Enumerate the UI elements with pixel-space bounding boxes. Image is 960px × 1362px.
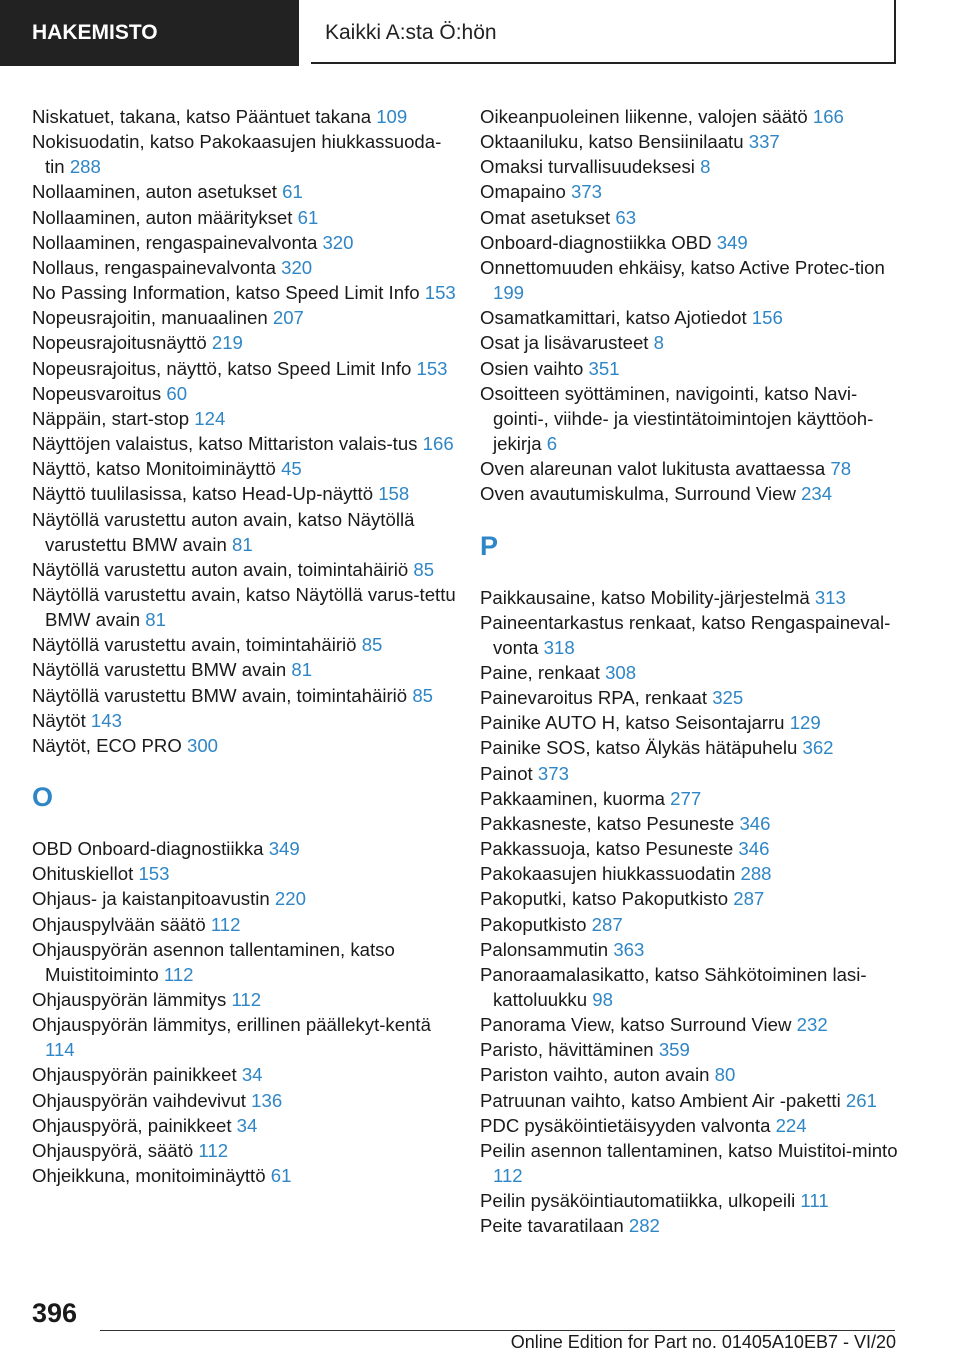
index-entry — [32, 1088, 457, 1113]
page-link[interactable]: 81 — [145, 609, 166, 631]
index-entry-text: Näytöllä varustettu auton avain, toimintahäiriö — [32, 558, 409, 580]
index-entry-text: Osien vaihto — [480, 357, 584, 379]
index-entry — [480, 685, 910, 710]
index-entry-text: Ohjaus- ja kaistanpitoavustin — [32, 888, 270, 910]
page-link[interactable]: 158 — [378, 483, 410, 505]
index-entry-text: Nokisuodatin, katso Pakokaasujen hiukkassuoda-tin — [32, 131, 442, 178]
index-entry — [480, 861, 910, 886]
index-entry — [32, 582, 457, 632]
index-entry — [32, 205, 457, 230]
index-entry — [32, 632, 457, 657]
page-link[interactable]: 112 — [198, 1139, 229, 1161]
page-link[interactable]: 287 — [591, 913, 623, 935]
index-column-right — [480, 104, 910, 1239]
index-entry — [32, 1062, 457, 1087]
index-entry — [480, 305, 910, 330]
index-entry — [480, 1113, 910, 1138]
index-entry — [480, 205, 910, 230]
footer-edition: Online Edition for Part no. 01405A10EB7 - VI/20 — [510, 1332, 896, 1352]
index-entry-text: Näytöllä varustettu avain, katso Näytöllä varus-tettu BMW avain — [32, 583, 456, 631]
page-link[interactable]: 153 — [424, 282, 456, 304]
page-link[interactable]: 234 — [801, 483, 833, 505]
index-entry-text: Näytöt, ECO PRO — [32, 734, 182, 756]
index-entry-text: Palonsammutin — [480, 938, 609, 960]
index-entry — [32, 280, 457, 305]
index-entry-text: Pakkasneste, katso Pesuneste — [480, 812, 735, 834]
index-entry-text: Nollaaminen, auton määritykset — [32, 206, 293, 228]
index-entry — [480, 356, 910, 381]
index-entry — [480, 811, 910, 836]
index-entry — [32, 733, 457, 758]
index-entry-text: Oven avautumiskulma, Surround View — [480, 483, 796, 505]
index-entry-text: Peilin asennon tallentaminen, katso Muistitoi-minto — [480, 1139, 898, 1161]
page-link[interactable]: 80 — [714, 1064, 736, 1086]
index-entry-text: Paineentarkastus renkaat, katso Rengaspaineval-vonta — [480, 611, 891, 658]
index-entry-text: Pakkassuoja, katso Pesuneste — [480, 838, 734, 860]
section-letter: P — [480, 530, 499, 561]
index-entry — [480, 129, 910, 154]
page-link[interactable]: 359 — [658, 1039, 690, 1061]
index-entry-text: Paine, renkaat — [480, 661, 600, 683]
section-letter: O — [32, 782, 54, 813]
page-link[interactable]: 282 — [628, 1215, 660, 1237]
index-entry — [32, 406, 457, 431]
page-link[interactable]: 373 — [570, 181, 602, 203]
index-entry — [32, 129, 457, 179]
index-entry-text: Ohjauspyörä, painikkeet — [32, 1114, 232, 1136]
index-entry — [32, 912, 457, 937]
page-number: 396 — [32, 1298, 78, 1328]
page-link[interactable]: 313 — [814, 586, 846, 608]
index-entry — [32, 836, 457, 861]
index-entry-text: Nopeusrajoitin, manuaalinen — [32, 307, 268, 329]
index-entry — [32, 1012, 457, 1062]
page-link[interactable]: 81 — [232, 533, 253, 555]
index-entry — [32, 381, 457, 406]
index-entry — [480, 1037, 910, 1062]
page-link[interactable]: 318 — [543, 636, 575, 658]
index-entry-text: Panorama View, katso Surround View — [480, 1014, 792, 1036]
index-entry — [480, 1213, 910, 1238]
page-link[interactable]: 6 — [546, 433, 558, 455]
index-entry — [480, 786, 910, 811]
index-entry-text: Pakoputkisto — [480, 913, 587, 935]
page-link[interactable]: 45 — [281, 458, 302, 480]
page-link[interactable]: 61 — [282, 181, 303, 203]
page-link[interactable]: 34 — [241, 1064, 263, 1086]
index-entry — [480, 1012, 910, 1037]
footer-divider — [100, 1330, 895, 1331]
page-link[interactable]: 61 — [297, 206, 319, 228]
page-link[interactable]: 153 — [138, 863, 170, 885]
index-entry-text: Näppäin, start-stop — [32, 407, 190, 429]
page-link[interactable]: 325 — [712, 687, 744, 709]
page-link[interactable]: 111 — [800, 1190, 829, 1212]
page-link[interactable]: 349 — [268, 838, 300, 860]
index-entry-text: Näytöllä varustettu BMW avain, toimintahäiriö — [32, 684, 408, 706]
index-entry-text: Näytöllä varustettu auton avain, katso Näytöllä varustettu BMW avain — [32, 508, 415, 555]
index-entry-text: Näyttöjen valaistus, katso Mittariston valais-tus — [32, 433, 418, 455]
index-entry — [480, 481, 910, 506]
index-entry — [32, 330, 457, 355]
index-entry-text: Painike AUTO H, katso Seisontajarru — [480, 712, 785, 734]
index-entry-text: Nopeusrajoitus, näyttö, katso Speed Limit Info — [32, 357, 412, 379]
index-entry-text: Ohjauspyörän lämmitys, erillinen päällekyt-kentä — [32, 1014, 431, 1036]
index-entry — [480, 1188, 910, 1213]
page-link[interactable]: 61 — [270, 1165, 292, 1187]
page-link[interactable]: 114 — [45, 1039, 75, 1061]
index-entry — [32, 557, 457, 582]
index-entry-text: Näytöllä varustettu BMW avain — [32, 659, 287, 681]
index-entry-text: Näyttö, katso Monitoiminäyttö — [32, 458, 276, 480]
index-entry — [32, 937, 457, 987]
index-entry — [32, 356, 457, 381]
index-entry-text: No Passing Information, katso Speed Limit Info — [32, 282, 420, 304]
page-link[interactable]: 288 — [69, 156, 101, 178]
page-link[interactable]: 166 — [812, 106, 844, 127]
index-entry — [32, 305, 457, 330]
page-link[interactable]: 337 — [748, 131, 780, 153]
index-entry — [32, 230, 457, 255]
page-link[interactable]: 320 — [281, 256, 313, 278]
index-entry-text: Nopeusvaroitus — [32, 382, 162, 404]
index-column-left — [32, 104, 457, 1188]
index-entry — [480, 1088, 910, 1113]
page-link[interactable]: 224 — [775, 1114, 807, 1136]
page-link[interactable]: 112 — [163, 963, 194, 985]
page-link[interactable]: 219 — [211, 332, 243, 354]
index-entry — [32, 507, 457, 557]
index-entry-text: Oikeanpuoleinen liikenne, valojen säätö — [480, 106, 808, 127]
page-link[interactable]: 112 — [231, 989, 262, 1010]
page-link[interactable]: 362 — [802, 737, 834, 759]
index-entry-text: Ohjauspyörän painikkeet — [32, 1064, 237, 1086]
index-entry-text: Ohjauspyörä, säätö — [32, 1139, 194, 1161]
page-link[interactable]: 199 — [493, 282, 525, 304]
index-entry — [480, 836, 910, 861]
index-entry — [480, 104, 910, 129]
page-link[interactable]: 85 — [361, 634, 383, 656]
page-link[interactable]: 112 — [493, 1165, 523, 1187]
index-entry-text: Peite tavaratilaan — [480, 1215, 624, 1237]
page-link[interactable]: 124 — [194, 407, 226, 429]
index-entry — [32, 1138, 457, 1163]
index-entry-text: Peilin pysäköintiautomatiikka, ulkopeili — [480, 1190, 796, 1212]
page-link[interactable]: 346 — [738, 838, 770, 860]
index-entry-text: Osoitteen syöttäminen, navigointi, katso Navi-gointi-, viihde- ja viestintätoimintojen käyttöoh-jekirja — [480, 382, 874, 455]
index-entry — [32, 255, 457, 280]
page-link[interactable]: 277 — [670, 787, 702, 809]
index-entry — [32, 708, 457, 733]
index-entry-text: Osat ja lisävarusteet — [480, 332, 649, 354]
index-entry-text: Näyttö tuulilasissa, katso Head-Up-näyttö — [32, 483, 374, 505]
section-tab[interactable]: HAKEMISTO — [0, 0, 299, 66]
index-entry-text: Osamatkamittari, katso Ajotiedot — [480, 307, 747, 329]
index-entry-text: Paristo, hävittäminen — [480, 1039, 654, 1061]
index-entry — [480, 761, 910, 786]
index-entry — [480, 710, 910, 735]
index-entry — [480, 154, 910, 179]
index-entry-text: Pakoputki, katso Pakoputkisto — [480, 888, 729, 910]
index-entry — [32, 987, 457, 1012]
page-link[interactable]: 220 — [274, 888, 306, 910]
index-entry — [32, 861, 457, 886]
index-entry — [32, 104, 457, 129]
page-link[interactable]: 373 — [537, 762, 569, 784]
page-link[interactable]: 112 — [210, 913, 241, 935]
index-entry-text: Omapaino — [480, 181, 566, 203]
index-entry-text: Painevaroitus RPA, renkaat — [480, 687, 708, 709]
index-entry — [32, 1113, 457, 1138]
index-entry — [480, 179, 910, 204]
page-link[interactable]: 346 — [739, 812, 771, 834]
page-link[interactable]: 109 — [376, 106, 408, 127]
index-entry — [32, 683, 457, 708]
page-link[interactable]: 136 — [251, 1089, 283, 1111]
index-entry — [480, 610, 910, 660]
page-link[interactable]: 85 — [412, 684, 433, 706]
index-entry-text: Ohjeikkuna, monitoiminäyttö — [32, 1165, 266, 1187]
page-link[interactable]: 143 — [90, 709, 122, 731]
index-entry — [480, 962, 910, 1012]
index-entry — [32, 481, 457, 506]
index-entry-text: Oven alareunan valot lukitusta avattaessa — [480, 458, 826, 480]
index-entry-text: Ohjauspyörän lämmitys — [32, 989, 227, 1010]
index-entry-text: Ohjauspyörän asennon tallentaminen, katso Muistitoiminto — [32, 938, 395, 985]
index-entry — [480, 912, 910, 937]
index-entry-text: Painot — [480, 762, 533, 784]
page-link[interactable]: 60 — [166, 382, 188, 404]
index-entry-text: Oktaaniluku, katso Bensiinilaatu — [480, 131, 744, 153]
page-link[interactable]: 98 — [592, 989, 613, 1010]
index-entry — [480, 660, 910, 685]
page-link[interactable]: 261 — [845, 1089, 877, 1111]
index-entry — [480, 735, 910, 760]
index-entry-text: Painike SOS, katso Älykäs hätäpuhelu — [480, 737, 798, 759]
index-entry-text: Nollaaminen, auton asetukset — [32, 181, 277, 203]
index-entry-text: Näytöt — [32, 709, 86, 731]
index-entry-text: Ohjauspyörän vaihdevivut — [32, 1089, 246, 1111]
index-entry-text: Onnettomuuden ehkäisy, katso Active Protec-tion — [480, 256, 885, 278]
index-entry-text: Onboard-diagnostiikka OBD — [480, 231, 712, 253]
page-link[interactable]: 78 — [830, 458, 852, 480]
index-entry — [480, 1062, 910, 1087]
page-link[interactable]: 351 — [588, 357, 620, 379]
index-entry — [480, 230, 910, 255]
page-link[interactable]: 300 — [187, 734, 219, 756]
page-title: Kaikki A:sta Ö:hön — [311, 0, 896, 64]
index-entry — [480, 1138, 910, 1188]
index-entry — [32, 1163, 457, 1188]
index-entry-text: Nollaaminen, rengaspainevalvonta — [32, 231, 318, 253]
index-entry-text: Panoraamalasikatto, katso Sähkötoiminen lasi-kattoluukku — [480, 963, 867, 1010]
page-link[interactable]: 8 — [700, 156, 711, 178]
index-entry-text: Omaksi turvallisuudeksesi — [480, 156, 695, 178]
index-entry — [480, 255, 910, 305]
page-link[interactable]: 63 — [615, 206, 637, 228]
index-entry-text: Niskatuet, takana, katso Pääntuet takana — [32, 106, 372, 127]
page-link[interactable]: 8 — [653, 332, 664, 354]
page-link[interactable]: 85 — [413, 558, 435, 580]
index-entry — [32, 886, 457, 911]
index-entry — [480, 937, 910, 962]
index-entry — [480, 381, 910, 456]
page-link[interactable]: 363 — [613, 938, 645, 960]
index-entry-text: Nollaus, rengaspainevalvonta — [32, 256, 276, 278]
index-entry — [32, 431, 457, 456]
header — [0, 0, 960, 66]
index-entry — [32, 456, 457, 481]
index-entry-text: Paikkausaine, katso Mobility-järjestelmä — [480, 586, 810, 608]
page-link[interactable]: 288 — [740, 863, 772, 885]
index-entry — [32, 179, 457, 204]
page-link[interactable]: 34 — [236, 1114, 258, 1136]
page-link[interactable]: 129 — [789, 712, 821, 734]
index-entry — [32, 657, 457, 682]
page-link[interactable]: 166 — [422, 433, 454, 455]
index-entry-text: Ohituskiellot — [32, 863, 134, 885]
index-entry — [480, 456, 910, 481]
index-entry-text: Omat asetukset — [480, 206, 611, 228]
page-link[interactable]: 349 — [716, 231, 748, 253]
index-entry-text: Pakokaasujen hiukkassuodatin — [480, 863, 736, 885]
page-link[interactable]: 153 — [416, 357, 448, 379]
page-link[interactable]: 207 — [272, 307, 304, 329]
index-entry-text: Pakkaaminen, kuorma — [480, 787, 665, 809]
index-entry — [480, 585, 910, 610]
index-entry-text: Pariston vaihto, auton avain — [480, 1064, 710, 1086]
page-link[interactable]: 308 — [605, 661, 637, 683]
index-entry-text: Nopeusrajoitusnäyttö — [32, 332, 207, 354]
page-link[interactable]: 287 — [733, 888, 765, 910]
page-link[interactable]: 156 — [751, 307, 783, 329]
page-link[interactable]: 320 — [322, 231, 354, 253]
page-link[interactable]: 232 — [796, 1014, 828, 1036]
index-entry — [480, 330, 910, 355]
page-link[interactable]: 81 — [291, 659, 313, 681]
index-entry — [480, 886, 910, 911]
index-entry-text: OBD Onboard-diagnostiikka — [32, 838, 264, 860]
index-entry-text: Näytöllä varustettu avain, toimintahäiriö — [32, 634, 357, 656]
index-entry-text: Patruunan vaihto, katso Ambient Air -paketti — [480, 1089, 841, 1111]
index-entry-text: PDC pysäköintietäisyyden valvonta — [480, 1114, 771, 1136]
index-entry-text: Ohjauspylvään säätö — [32, 913, 206, 935]
